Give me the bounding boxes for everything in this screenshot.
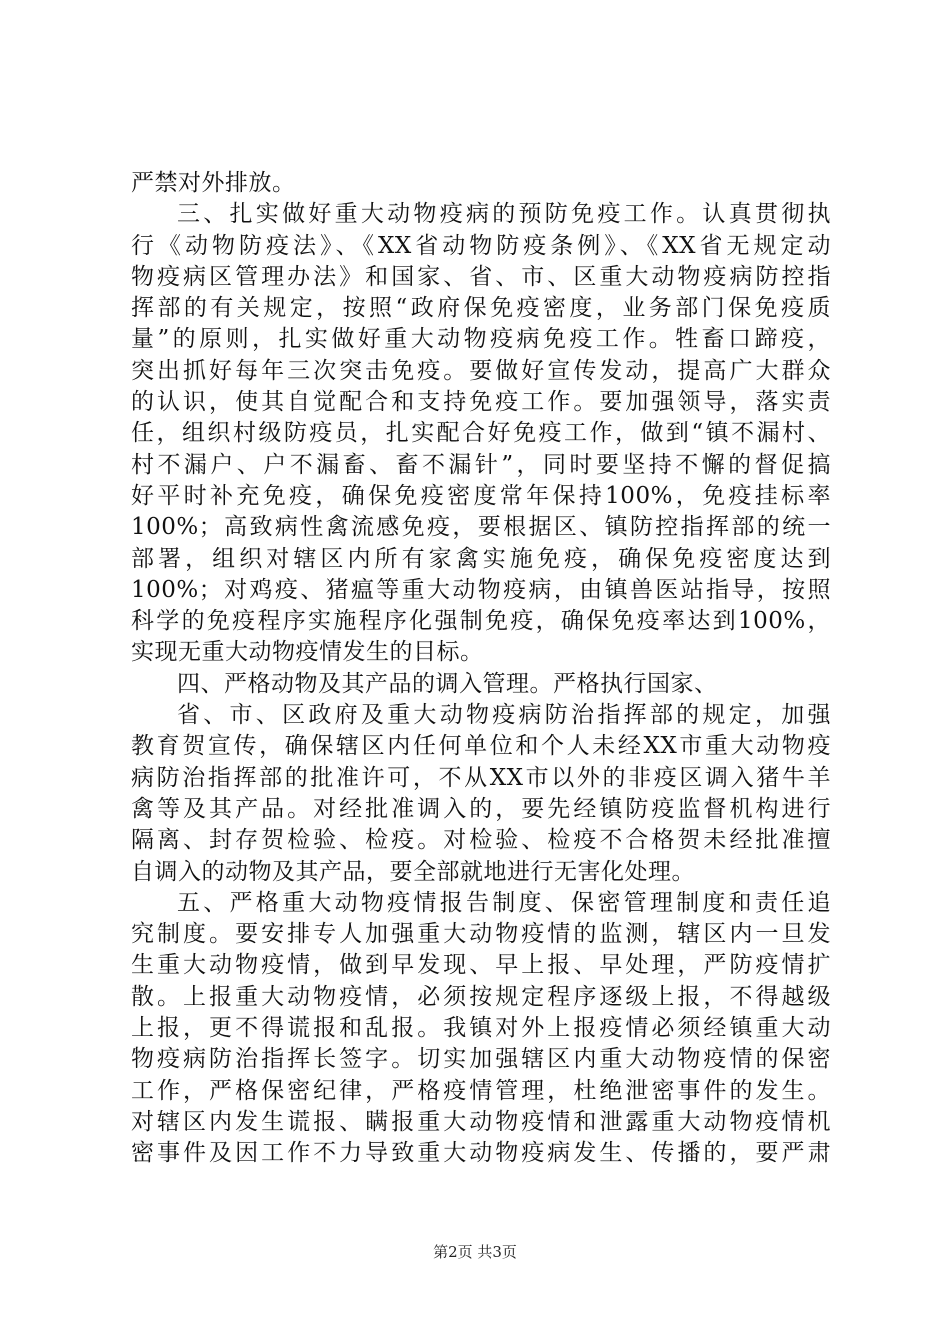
text-line: 散。上报重大动物疫情，必须按规定程序逐级上报，不得越级 <box>131 983 831 1010</box>
text-line: 工作，严格保密纪律，严格疫情管理，杜绝泄密事件的发生。 <box>131 1077 831 1104</box>
text-line: 好平时补充免疫，确保免疫密度常年保持100%，免疫挂标率 <box>131 482 831 509</box>
page-footer: 第2页 共3页 <box>433 1243 517 1261</box>
text-line: 的认识，使其自觉配合和支持免疫工作。要加强领导，落实责 <box>131 389 831 416</box>
text-line: 行《动物防疫法》、《XX省动物防疫条例》、《XX省无规定动 <box>131 232 831 259</box>
text-line: 自调入的动物及其产品，要全部就地进行无害化处理。 <box>131 858 695 885</box>
document-body <box>131 168 831 1170</box>
text-line: 究制度。要安排专人加强重大动物疫情的监测，辖区内一旦发 <box>131 921 831 948</box>
text-line: 量”的原则，扎实做好重大动物疫病免疫工作。牲畜口蹄疫， <box>131 326 831 353</box>
text-line: 突出抓好每年三次突击免疫。要做好宣传发动，提高广大群众 <box>131 357 831 384</box>
text-line: 对辖区内发生谎报、瞒报重大动物疫情和泄露重大动物疫情机 <box>131 1108 831 1135</box>
text-line: 物疫病区管理办法》和国家、省、市、区重大动物疫病防控指 <box>131 263 831 290</box>
text-line: 上报，更不得谎报和乱报。我镇对外上报疫情必须经镇重大动 <box>131 1015 831 1042</box>
text-line: 四、严格动物及其产品的调入管理。严格执行国家、 <box>177 670 718 697</box>
text-line: 隔离、封存贺检验、检疫。对检验、检疫不合格贺未经批准擅 <box>131 827 831 854</box>
text-line: 物疫病防治指挥长签字。切实加强辖区内重大动物疫情的保密 <box>131 1046 831 1073</box>
text-line: 100%；对鸡疫、猪瘟等重大动物疫病，由镇兽医站指导，按照 <box>131 576 831 603</box>
text-line: 100%；高致病性禽流感免疫，要根据区、镇防控指挥部的统一 <box>131 514 831 541</box>
text-line: 部署，组织对辖区内所有家禽实施免疫，确保免疫密度达到 <box>131 545 831 572</box>
text-line: 实现无重大动物疫情发生的目标。 <box>131 639 484 666</box>
text-line: 病防治指挥部的批准许可，不从XX市以外的非疫区调入猪牛羊 <box>131 764 831 791</box>
text-line: 密事件及因工作不力导致重大动物疫病发生、传播的，要严肃 <box>131 1140 831 1167</box>
text-line: 村不漏户、户不漏畜、畜不漏针”，同时要坚持不懈的督促搞 <box>131 451 831 478</box>
text-line: 科学的免疫程序实施程序化强制免疫，确保免疫率达到100%， <box>131 608 831 635</box>
text-line: 严禁对外排放。 <box>131 170 296 196</box>
text-line: 三、扎实做好重大动物疫病的预防免疫工作。认真贯彻执 <box>177 201 831 228</box>
text-line: 挥部的有关规定，按照“政府保免疫密度，业务部门保免疫质 <box>131 295 831 322</box>
text-line: 生重大动物疫情，做到早发现、早上报、早处理，严防疫情扩 <box>131 952 831 979</box>
text-line: 省、市、区政府及重大动物疫病防治指挥部的规定，加强 <box>177 702 831 729</box>
text-line: 教育贺宣传，确保辖区内任何单位和个人未经XX市重大动物疫 <box>131 733 831 760</box>
text-line: 五、严格重大动物疫情报告制度、保密管理制度和责任追 <box>177 889 831 916</box>
text-line: 任，组织村级防疫员，扎实配合好免疫工作，做到“镇不漏村、 <box>131 420 831 447</box>
text-line: 禽等及其产品。对经批准调入的，要先经镇防疫监督机构进行 <box>131 795 831 822</box>
